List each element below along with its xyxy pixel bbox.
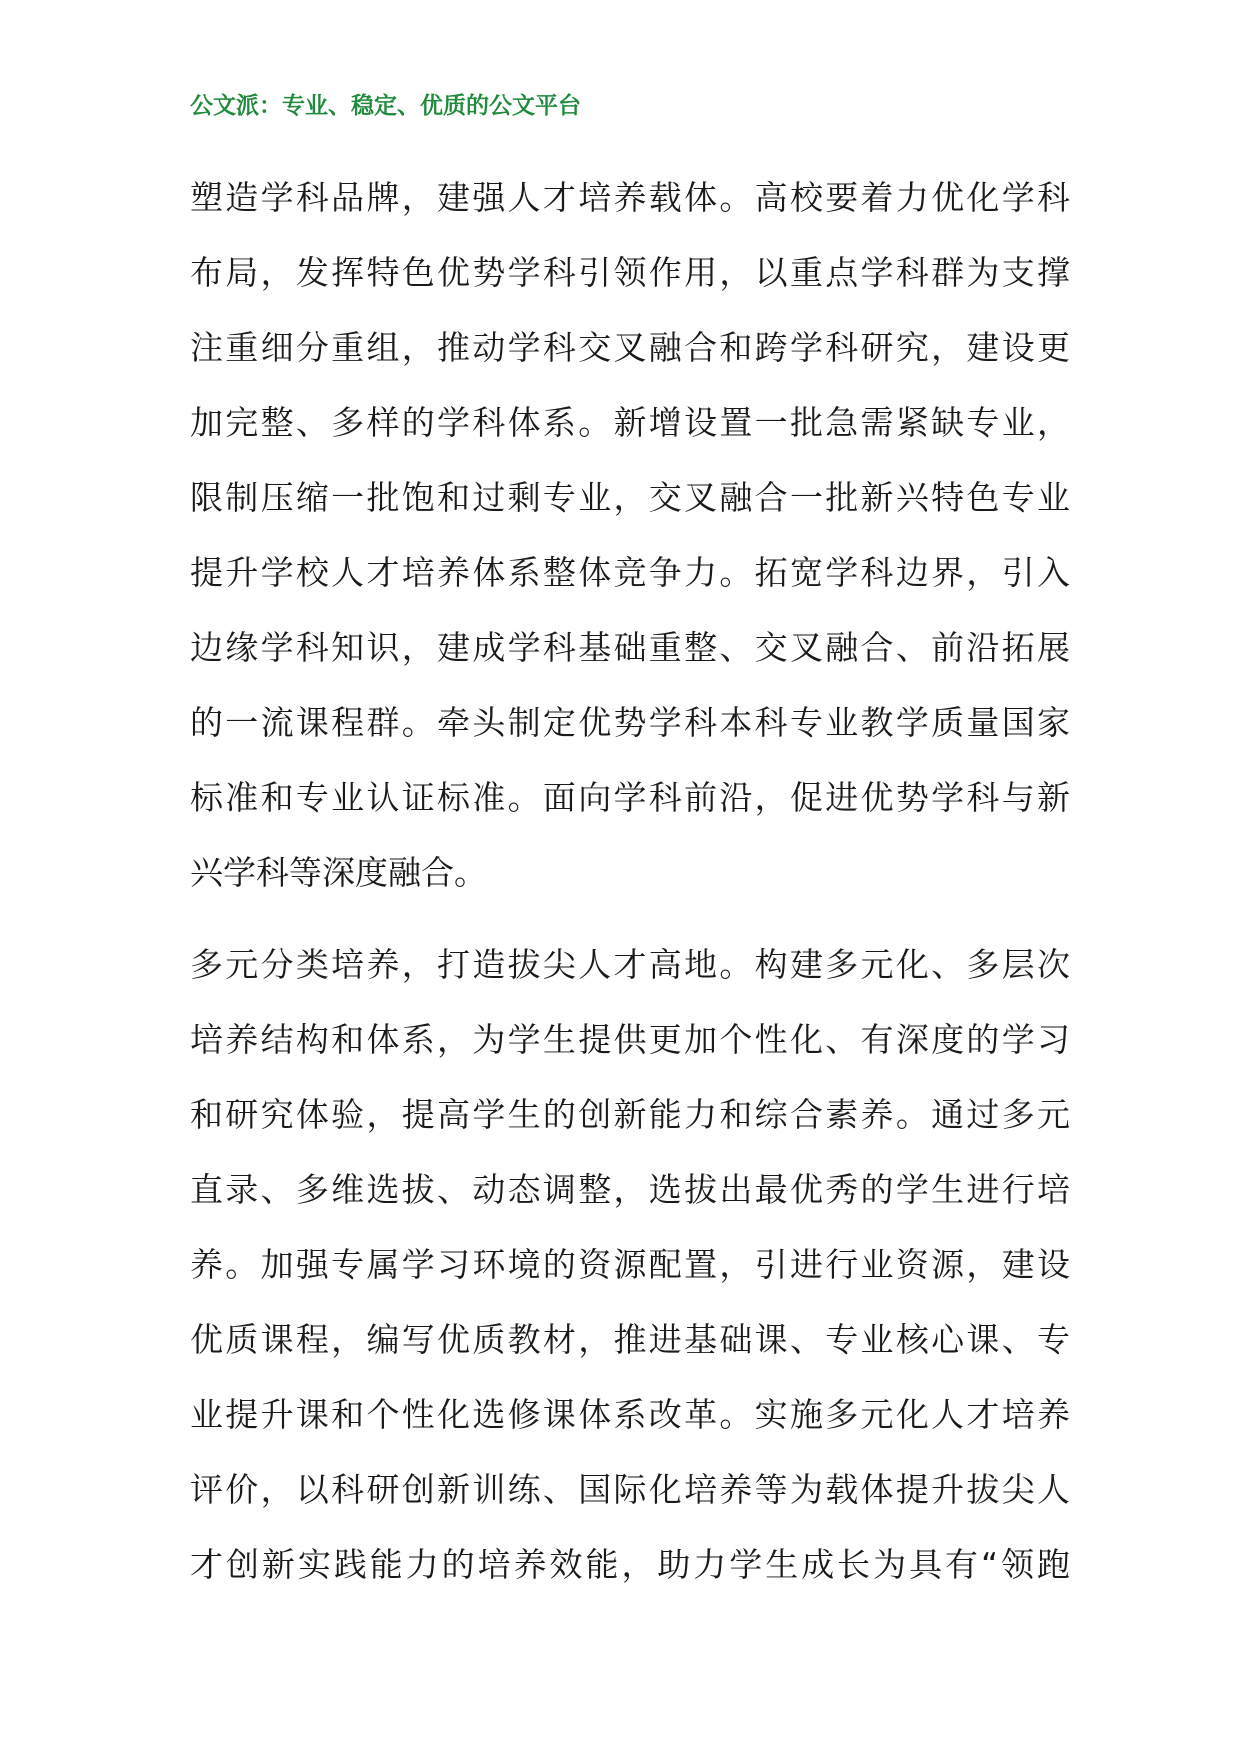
paragraph-line: 提升学校人才培养体系整体竞争力。拓宽学科边界，引入 <box>190 553 1070 592</box>
paragraph-line: 评价，以科研创新训练、国际化培养等为载体提升拔尖人 <box>190 1470 1070 1509</box>
page-header: 公文派：专业、稳定、优质的公文平台 <box>190 93 581 119</box>
paragraph-line: 兴学科等深度融合。 <box>190 853 487 892</box>
paragraph-line: 和研究体验，提高学生的创新能力和综合素养。通过多元 <box>190 1095 1070 1134</box>
paragraph-line: 多元分类培养，打造拔尖人才高地。构建多元化、多层次 <box>190 945 1070 984</box>
paragraph-1 <box>190 160 1070 910</box>
paragraph-line: 的一流课程群。牵头制定优势学科本科专业教学质量国家 <box>190 703 1070 742</box>
paragraph-line: 加完整、多样的学科体系。新增设置一批急需紧缺专业， <box>190 403 1070 442</box>
paragraph-line: 养。加强专属学习环境的资源配置，引进行业资源，建设 <box>190 1245 1070 1284</box>
paragraph-line: 塑造学科品牌，建强人才培养载体。高校要着力优化学科 <box>190 178 1070 217</box>
paragraph-line: 直录、多维选拔、动态调整，选拔出最优秀的学生进行培 <box>190 1170 1070 1209</box>
paragraph-line: 边缘学科知识，建成学科基础重整、交叉融合、前沿拓展 <box>190 628 1070 667</box>
paragraph-line: 限制压缩一批饱和过剩专业，交叉融合一批新兴特色专业 <box>190 478 1070 517</box>
paragraph-line: 优质课程，编写优质教材，推进基础课、专业核心课、专 <box>190 1320 1070 1359</box>
paragraph-line: 业提升课和个性化选修课体系改革。实施多元化人才培养 <box>190 1395 1070 1434</box>
paragraph-line: 培养结构和体系，为学生提供更加个性化、有深度的学习 <box>190 1020 1070 1059</box>
paragraph-2 <box>190 927 1070 1602</box>
paragraph-line: 标准和专业认证标准。面向学科前沿，促进优势学科与新 <box>190 778 1070 817</box>
paragraph-line: 才创新实践能力的培养效能，助力学生成长为具有“领跑 <box>190 1545 1070 1584</box>
paragraph-line: 布局，发挥特色优势学科引领作用，以重点学科群为支撑 <box>190 253 1070 292</box>
paragraph-line: 注重细分重组，推动学科交叉融合和跨学科研究，建设更 <box>190 328 1070 367</box>
